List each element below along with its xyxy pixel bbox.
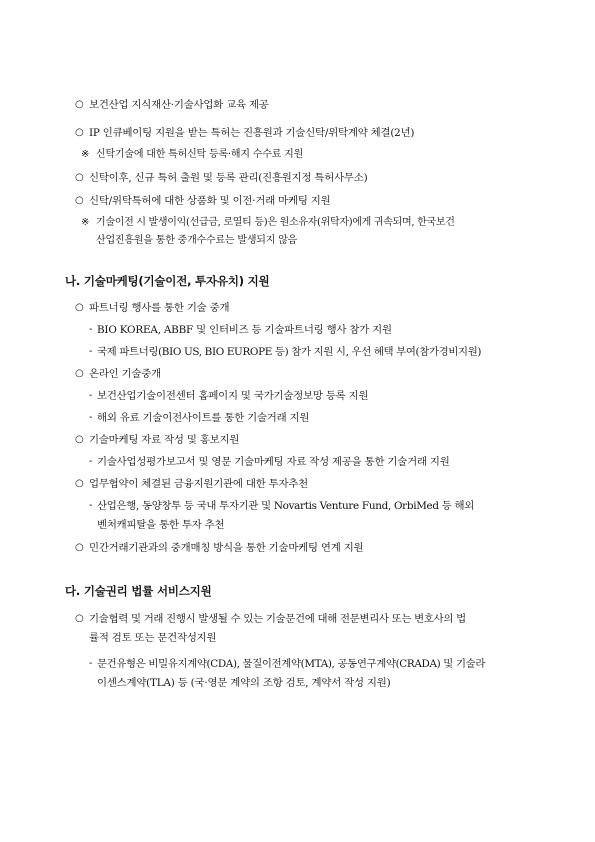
list-subitem: 해외 유료 기술이전사이트를 통한 기술거래 지원 [97, 412, 310, 424]
list-item-continuation: 률적 검토 또는 문건작성지원 [89, 632, 217, 644]
section-heading-da: 다. 기술권리 법률 서비스지원 [65, 584, 212, 598]
list-subitem: 산업은행, 동양창투 등 국내 투자기관 및 Novartis Venture Fund, OrbiMed 등 해외 [97, 500, 474, 512]
bullet-circle: ○ [75, 195, 84, 206]
bullet-dash: - [89, 658, 93, 669]
bullet-circle: ○ [75, 478, 84, 489]
bullet-dash: - [89, 390, 93, 401]
list-item: 기술마케팅 자료 작성 및 홍보지원 [89, 434, 240, 446]
note-mark: ※ [81, 149, 90, 160]
note-text: 신탁기술에 대한 특허신탁 등록·해지 수수료 지원 [96, 149, 304, 160]
list-item: 파트너링 행사를 통한 기술 중개 [89, 302, 230, 314]
bullet-circle: ○ [75, 172, 84, 183]
list-item: 온라인 기술중개 [89, 368, 161, 380]
list-item: 기술협력 및 거래 진행시 발생될 수 있는 기술문건에 대해 전문변리사 또는 변호사의 법 [89, 613, 466, 625]
bullet-circle: ○ [75, 368, 84, 379]
list-item: 민간거래기관과의 중개매칭 방식을 통한 기술마케팅 연계 지원 [89, 542, 364, 554]
list-item: 신탁이후, 신규 특허 출원 및 등록 관리(진흥원지정 특허사무소) [89, 172, 368, 184]
bullet-dash: - [89, 324, 93, 335]
note-text: 기술이전 시 발생이익(선급금, 로열티 등)은 원소유자(위탁자)에게 귀속되며, 한국보건 [96, 217, 455, 228]
bullet-circle: ○ [75, 613, 84, 624]
note-mark: ※ [81, 217, 90, 228]
bullet-circle: ○ [75, 542, 84, 553]
bullet-dash: - [89, 500, 93, 511]
list-subitem: 국제 파트너링(BIO US, BIO EUROPE 등) 참가 지원 시, 우선 혜택 부여(참가경비지원) [97, 346, 482, 358]
list-item: 보건산업 지식재산·기술사업화 교육 제공 [89, 99, 269, 111]
bullet-dash: - [89, 412, 93, 423]
list-subitem-continuation: 이센스계약(TLA) 등 (국·영문 계약의 조항 검토, 계약서 작성 지원) [97, 677, 391, 689]
list-item: IP 인큐베이팅 지원을 받는 특허는 진흥원과 기술신탁/위탁계약 체결(2년) [89, 127, 415, 139]
section-heading-na: 나. 기술마케팅(기술이전, 투자유치) 지원 [65, 274, 270, 288]
list-subitem: 보건산업기술이전센터 홈페이지 및 국가기술정보망 등록 지원 [97, 390, 369, 402]
list-subitem: 기술사업성평가보고서 및 영문 기술마케팅 자료 작성 제공을 통한 기술거래 지원 [97, 456, 450, 468]
list-subitem-continuation: 벤처캐피탈을 통한 투자 추천 [97, 519, 225, 531]
list-item: 신탁/위탁특허에 대한 상품화 및 이전·거래 마케팅 지원 [89, 195, 331, 207]
list-item: 업무협약이 체결된 금융지원기관에 대한 투자추천 [89, 478, 308, 490]
bullet-dash: - [89, 456, 93, 467]
bullet-circle: ○ [75, 127, 84, 138]
bullet-circle: ○ [75, 302, 84, 313]
bullet-dash: - [89, 346, 93, 357]
bullet-circle: ○ [75, 434, 84, 445]
list-subitem: 문건유형은 비밀유지계약(CDA), 물질이전계약(MTA), 공동연구계약(CRADA) 및 기술라 [97, 658, 486, 670]
note-text-continuation: 산업진흥원을 통한 중개수수료는 발생되지 않음 [96, 235, 298, 246]
bullet-circle: ○ [75, 99, 84, 110]
list-subitem: BIO KOREA, ABBF 및 인터비즈 등 기술파트너링 행사 참가 지원 [97, 324, 392, 336]
